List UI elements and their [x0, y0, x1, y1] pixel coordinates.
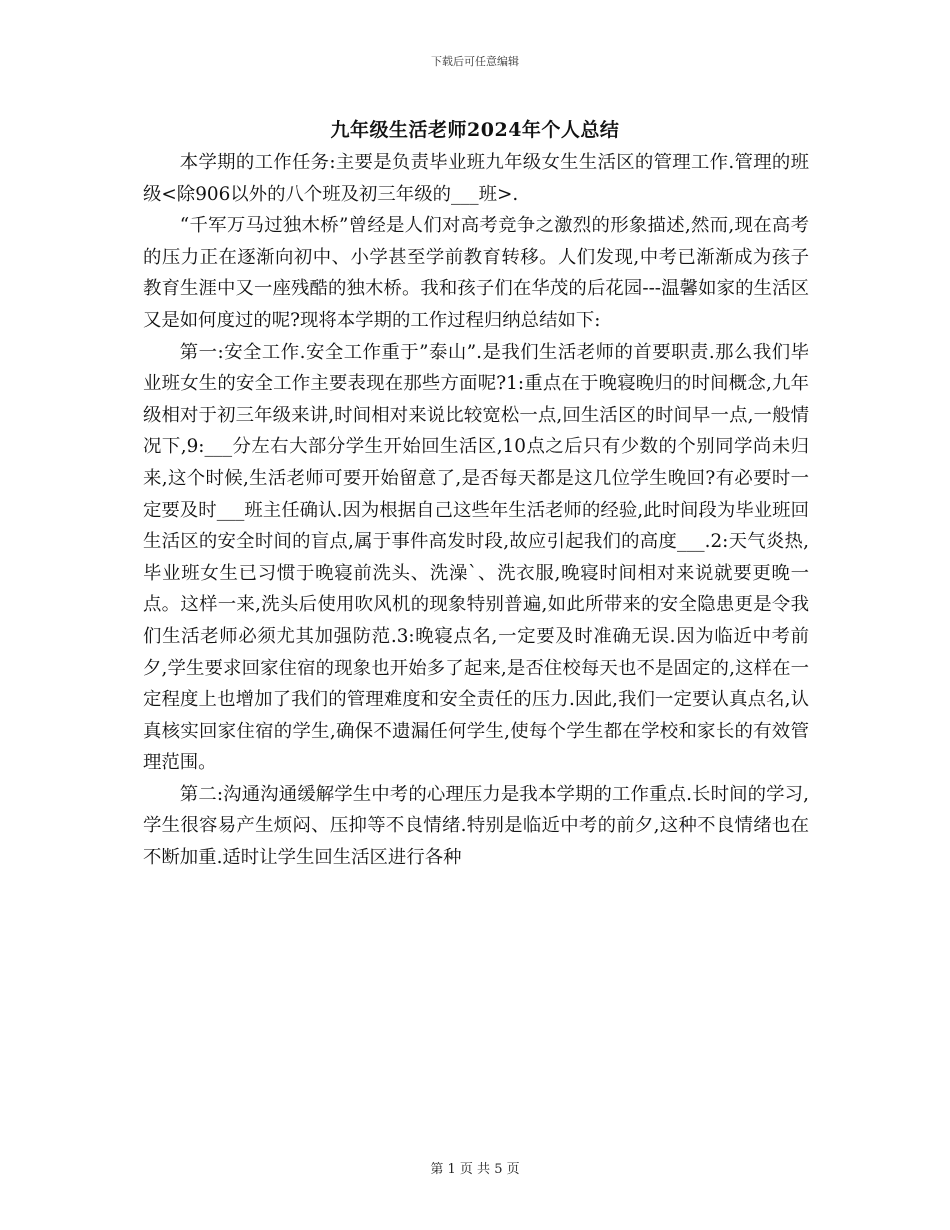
header-note: 下载后可任意编辑 [431, 55, 519, 68]
paragraph-work-task: 本学期的工作任务:主要是负责毕业班九年级女生生活区的管理工作.管理的班级<除906以外的八个班及初三年级的___班>. [143, 152, 809, 205]
paragraph-communication: 第二:沟通沟通缓解学生中考的心理压力是我本学期的工作重点.长时间的学习,学生很容易产生烦闷、压抑等不良情绪.特别是临近中考的前夕,这种不良情绪也在不断加重.适时让学生回生活区进行各种 [143, 783, 809, 869]
paragraph-introduction: “千军万马过独木桥”曾经是人们对高考竞争之激烈的形象描述,然而,现在高考的压力正在逐渐向初中、小学甚至学前教育转移。人们发现,中考已渐渐成为孩子教育生涯中又一座残酷的独木桥。我和孩子们在华茂的后花园---温馨如家的生活区又是如何度过的呢?现将本学期的工作过程归纳总结如下: [143, 215, 809, 331]
document-body [143, 147, 809, 874]
paragraph-safety-work: 第一:安全工作.安全工作重于”泰山”.是我们生活老师的首要职责.那么我们毕业班女生的安全工作主要表现在那些方面呢?1:重点在于晚寝晚归的时间概念,九年级相对于初三年级来讲,时间相对来说比较宽松一点,回生活区的时间早一点,一般情况下,9:___分左右大部分学生开始回生活区,10点之后只有少数的个别同学尚未归来,这个时候,生活老师可要开始留意了,是否每天都是这几位学生晚回?有必要时一定要及时___班主任确认.因为根据自己这些年生活老师的经验,此时间段为毕业班回生活区的安全时间的盲点,属于事件高发时段,故应引起我们的高度___.2:天气炎热,毕业班女生已习惯于晚寝前洗头、洗澡`、洗衣服,晚寝时间相对来说就要更晚一点。这样一来,洗头后使用吹风机的现象特别普遍,如此所带来的安全隐患更是令我们生活老师必须尤其加强防范.3:晚寝点名,一定要及时准确无误.因为临近中考前夕,学生要求回家住宿的现象也开始多了起来,是否住校每天也不是固定的,这样在一定程度上也增加了我们的管理难度和安全责任的压力.因此,我们一定要认真点名,认真核实回家住宿的学生,确保不遗漏任何学生,使每个学生都在学校和家长的有效管理范围。 [143, 341, 809, 774]
document-title: 九年级生活老师2024年个人总结 [330, 119, 620, 141]
page-number: 第 1 页 共 5 页 [430, 1162, 520, 1177]
